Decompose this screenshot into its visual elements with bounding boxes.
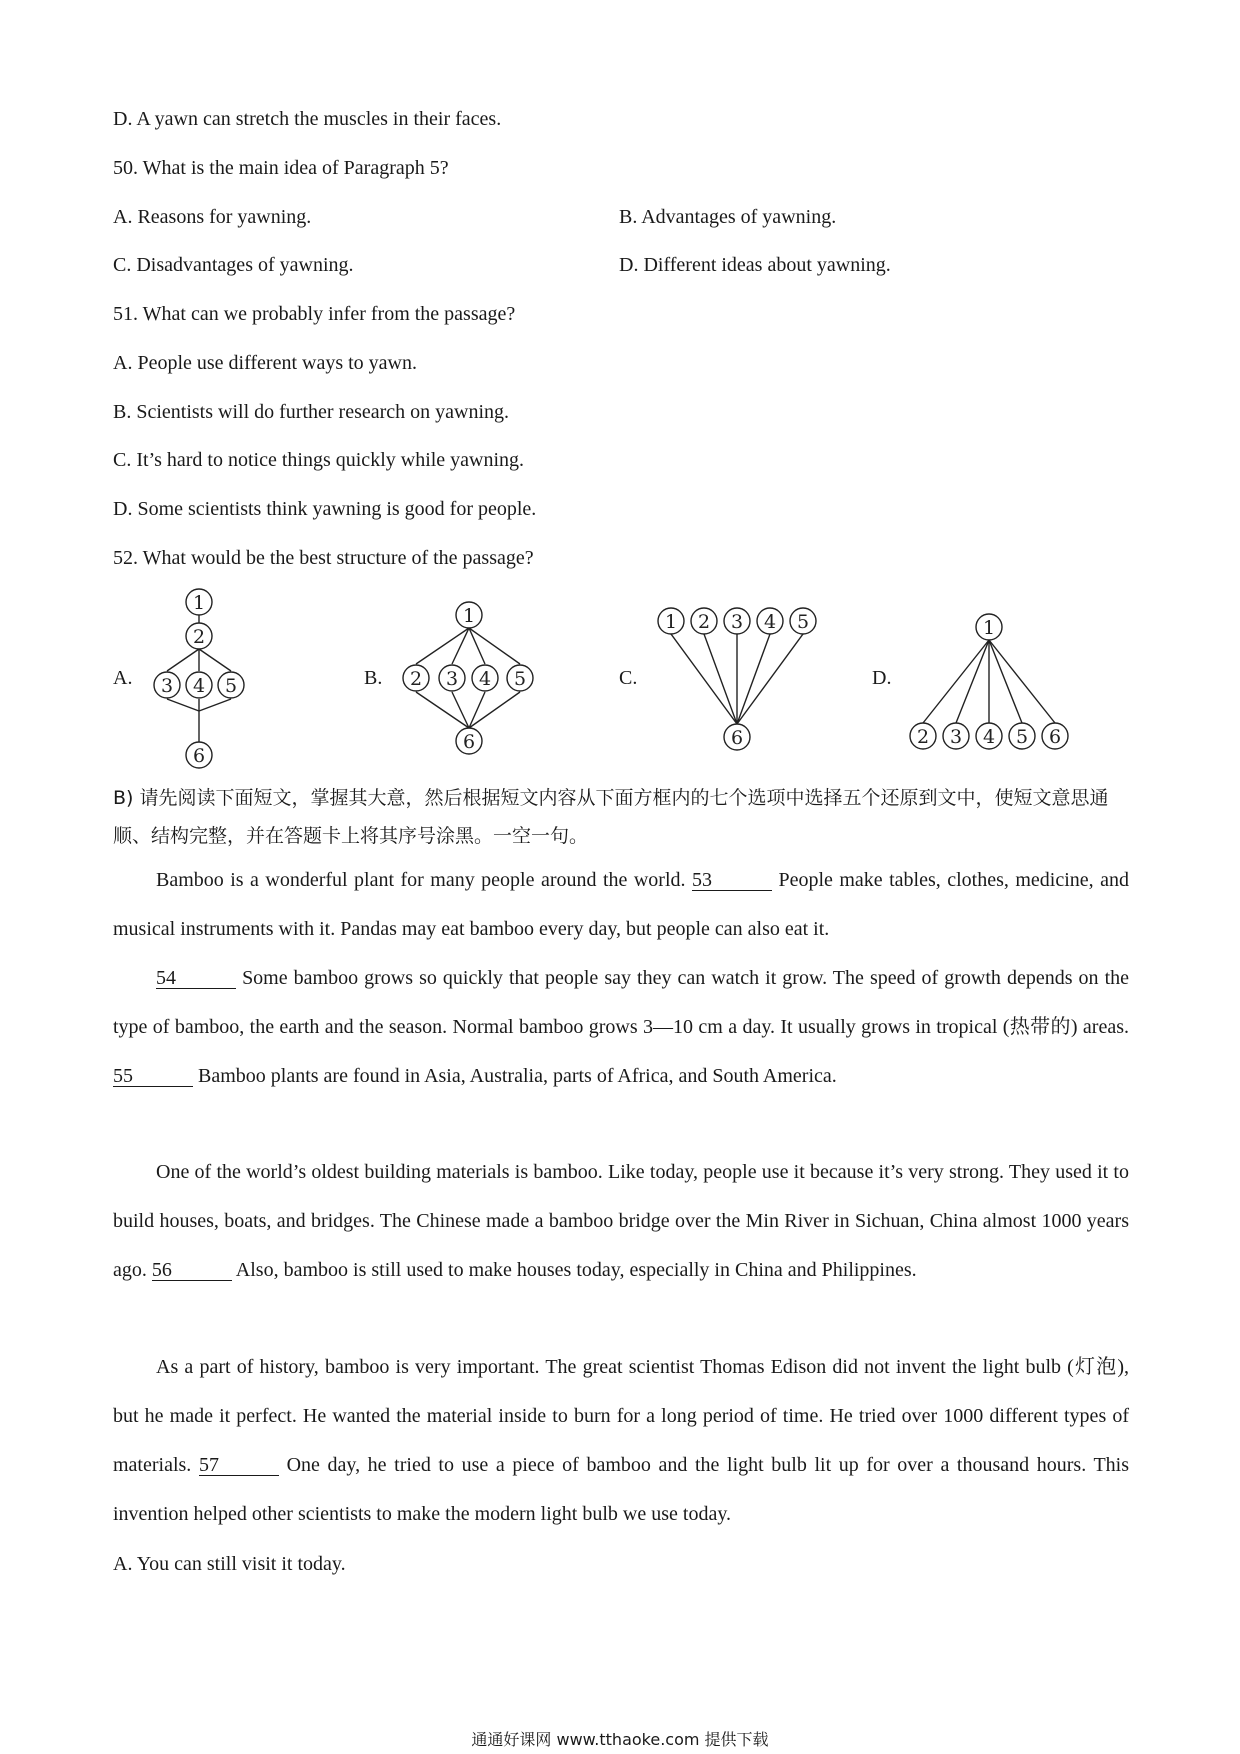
p1-text-b: People make tables, clothes, medicine, and musical instruments with it. Pandas may eat bamboo every day, but people can also eat it.	[113, 869, 1129, 940]
diagram-d-node-1: 1	[982, 617, 996, 639]
diagram-d-node-3: 3	[949, 726, 963, 748]
diagram-b-node-6: 6	[462, 731, 476, 753]
p4-text-a: As a part of history, bamboo is very important. The great scientist Thomas Edison did not invent the light bulb (灯泡), but he made it perfect. He wanted the material inside to burn for a long period of time. He tried over 1000 different types of materials.	[113, 1356, 1129, 1476]
q51-option-c: C. It’s hard to notice things quickly while yawning.	[113, 449, 525, 471]
diagram-d-node-6: 6	[1048, 726, 1062, 748]
p3-text-a: One of the world’s oldest building materials is bamboo. Like today, people use it because it’s very strong. They used it to build houses, boats, and bridges. The Chinese made a bamboo bridge over the Min River in Sichuan, China almost 1000 years ago.	[113, 1161, 1129, 1281]
blank-55: 55	[113, 1066, 193, 1087]
diagram-c-node-4: 4	[763, 611, 777, 633]
diagram-c-node-5: 5	[796, 611, 810, 633]
blank-54: 54	[156, 968, 236, 989]
q52-option-b-label: B.	[364, 667, 383, 689]
blank-57: 57	[199, 1455, 279, 1476]
p2-text-b: Bamboo plants are found in Asia, Australia, parts of Africa, and South America.	[198, 1065, 837, 1087]
diagram-a-node-3: 3	[160, 675, 174, 697]
diagram-c-node-6: 6	[730, 727, 744, 749]
q50-option-d: D. Different ideas about yawning.	[619, 254, 891, 276]
diagram-d-node-2: 2	[916, 726, 930, 748]
q52-stem: 52. What would be the best structure of the passage?	[113, 547, 534, 569]
diagram-a-node-1: 1	[192, 592, 206, 614]
diagram-b-node-2: 2	[409, 668, 423, 690]
diagram-a-node-6: 6	[192, 745, 206, 767]
q51-option-d: D. Some scientists think yawning is good for people.	[113, 498, 537, 520]
section-b-instructions: B) 请先阅读下面短文，掌握其大意，然后根据短文内容从下面方框内的七个选项中选择五个还原到文中，使短文意思通顺、结构完整，并在答题卡上将其序号涂黑。一空一句。	[113, 787, 1109, 847]
structure-diagram-d	[905, 610, 1075, 755]
diagram-c-node-1: 1	[664, 611, 678, 633]
structure-diagram-a	[140, 585, 260, 775]
diagram-b-node-4: 4	[478, 668, 492, 690]
passage-paragraph-4	[113, 1343, 1129, 1539]
p2-text-a: Some bamboo grows so quickly that people say they can watch it grow. The speed of growth depends on the type of bamboo, the earth and the season. Normal bamboo grows 3—10 cm a day. It usually grows in tropical (热带的) areas.	[113, 967, 1130, 1038]
blank-56: 56	[152, 1260, 232, 1281]
diagram-b-node-1: 1	[462, 605, 476, 627]
q52-option-c-label: C.	[619, 667, 638, 689]
q50-option-c: C. Disadvantages of yawning.	[113, 254, 354, 276]
q51-stem: 51. What can we probably infer from the passage?	[113, 303, 516, 325]
passage-option-a: A. You can still visit it today.	[113, 1553, 346, 1575]
diagram-a-node-2: 2	[192, 626, 206, 648]
q51-option-b: B. Scientists will do further research on yawning.	[113, 401, 510, 423]
q51-option-a: A. People use different ways to yawn.	[113, 352, 418, 374]
q49-option-d: D. A yawn can stretch the muscles in their faces.	[113, 108, 502, 130]
blank-53: 53	[692, 870, 772, 891]
diagram-a-node-4: 4	[192, 675, 206, 697]
q50-option-a: A. Reasons for yawning.	[113, 206, 312, 228]
structure-diagram-c	[650, 604, 830, 754]
diagram-b-node-5: 5	[513, 668, 527, 690]
diagram-c-node-2: 2	[697, 611, 711, 633]
q52-option-a-label: A.	[113, 667, 133, 689]
diagram-d-node-5: 5	[1015, 726, 1029, 748]
passage-paragraph-2	[113, 954, 1129, 1101]
page-footer: 通通好课网 www.tthaoke.com 提供下载	[471, 1730, 769, 1749]
structure-diagram-b	[395, 598, 545, 758]
q50-option-b: B. Advantages of yawning.	[619, 206, 837, 228]
diagram-a-node-5: 5	[224, 675, 238, 697]
diagram-c-node-3: 3	[730, 611, 744, 633]
p4-text-b: One day, he tried to use a piece of bamboo and the light bulb lit up for over a thousand hours. This invention helped other scientists to make the modern light bulb we use today.	[113, 1454, 1130, 1525]
passage-paragraph-3	[113, 1148, 1129, 1295]
p1-text-a: Bamboo is a wonderful plant for many people around the world.	[156, 869, 686, 891]
diagram-d-node-4: 4	[982, 726, 996, 748]
diagram-b-node-3: 3	[445, 668, 459, 690]
p3-text-b: Also, bamboo is still used to make houses today, especially in China and Philippines.	[235, 1259, 917, 1281]
q52-option-d-label: D.	[872, 667, 892, 689]
q50-stem: 50. What is the main idea of Paragraph 5?	[113, 157, 449, 179]
passage-paragraph-1	[113, 856, 1129, 954]
